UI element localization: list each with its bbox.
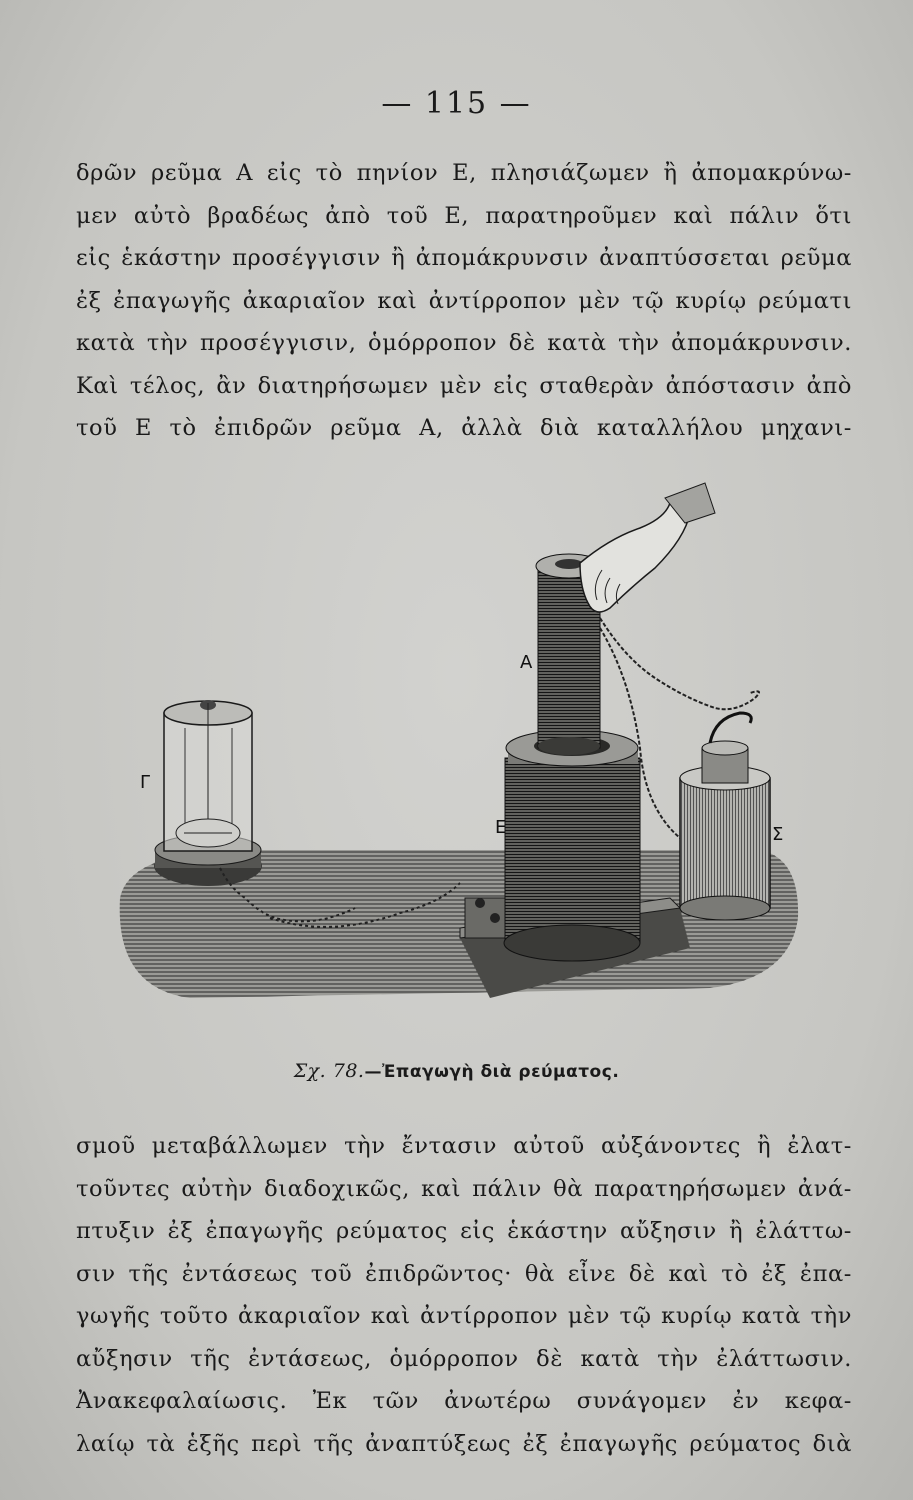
page-number: — 115 —: [381, 86, 532, 121]
figure-title: —Ἐπαγωγὴ διὰ ρεύματος.: [364, 1062, 620, 1082]
text-line: τοῦντες αὐτὴν διαδοχικῶς, καὶ πάλιν θὰ παρατηρήσωμεν ἀνά-: [76, 1175, 852, 1202]
label-galvanometer: Γ: [140, 772, 151, 793]
text-line: ἐξ ἐπαγωγῆς ἀκαριαῖον καὶ ἀντίρροπον μὲν τῷ κυρίῳ ρεύματι: [76, 287, 852, 314]
text-line: Ἀνακεφαλαίωσις. Ἐκ τῶν ἀνωτέρω συνάγομεν ἐν κεφα-: [76, 1388, 852, 1414]
text-line: γωγῆς τοῦτο ἀκαριαῖον καὶ ἀντίρροπον μὲν τῷ κυρίῳ κατὰ τὴν: [76, 1303, 852, 1329]
text-line: σμοῦ μεταβάλλωμεν τὴν ἔντασιν αὐτοῦ αὐξάνοντες ἢ ἐλατ-: [76, 1133, 852, 1159]
hand-illustration: [580, 483, 715, 612]
text-line: λαίῳ τὰ ἑξῆς περὶ τῆς ἀναπτύξεως ἐξ ἐπαγωγῆς ρεύματος διὰ: [76, 1430, 852, 1457]
text-line: σιν τῆς ἐντάσεως τοῦ ἐπιδρῶντος· θὰ εἶνε δὲ καὶ τὸ ἐξ ἐπα-: [76, 1260, 852, 1287]
bottom-paragraph: [76, 1125, 852, 1465]
text-line: εἰς ἑκάστην προσέγγισιν ἢ ἀπομάκρυνσιν ἀναπτύσσεται ρεῦμα: [76, 245, 852, 271]
induction-illustration: [110, 478, 810, 1038]
text-line: μεν αὐτὸ βραδέως ἀπὸ τοῦ Ε, παρατηροῦμεν καὶ πάλιν ὅτι: [76, 202, 852, 229]
label-battery: Σ: [772, 824, 784, 845]
text-line: αὔξησιν τῆς ἐντάσεως, ὁμόρροπον δὲ κατὰ τὴν ἐλάττωσιν.: [76, 1345, 852, 1372]
text-line: δρῶν ρεῦμα Α εἰς τὸ πηνίον Ε, πλησιάζωμεν ἢ ἀπομακρύνω-: [76, 160, 852, 186]
text-line: τοῦ Ε τὸ ἐπιδρῶν ρεῦμα Α, ἀλλὰ διὰ καταλλήλου μηχανι-: [76, 415, 852, 441]
text-line: πτυξιν ἐξ ἐπαγωγῆς ρεύματος εἰς ἑκάστην αὔξησιν ἢ ἐλάττω-: [76, 1218, 852, 1244]
label-primary-coil: Α: [520, 652, 533, 673]
text-line: κατὰ τὴν προσέγγισιν, ὁμόρροπον δὲ κατὰ τὴν ἀπομάκρυνσιν.: [76, 330, 852, 356]
figure-caption: [0, 1060, 913, 1082]
battery-illustration: [680, 713, 770, 920]
figure-number: Σχ. 78.: [293, 1060, 365, 1082]
top-paragraph: [76, 152, 852, 450]
label-secondary-coil: Ε: [495, 817, 507, 838]
text-line: Καὶ τέλος, ἂν διατηρήσωμεν μὲν εἰς σταθερὰν ἀπόστασιν ἀπὸ: [76, 372, 852, 399]
secondary-coil-illustration: [504, 730, 640, 961]
